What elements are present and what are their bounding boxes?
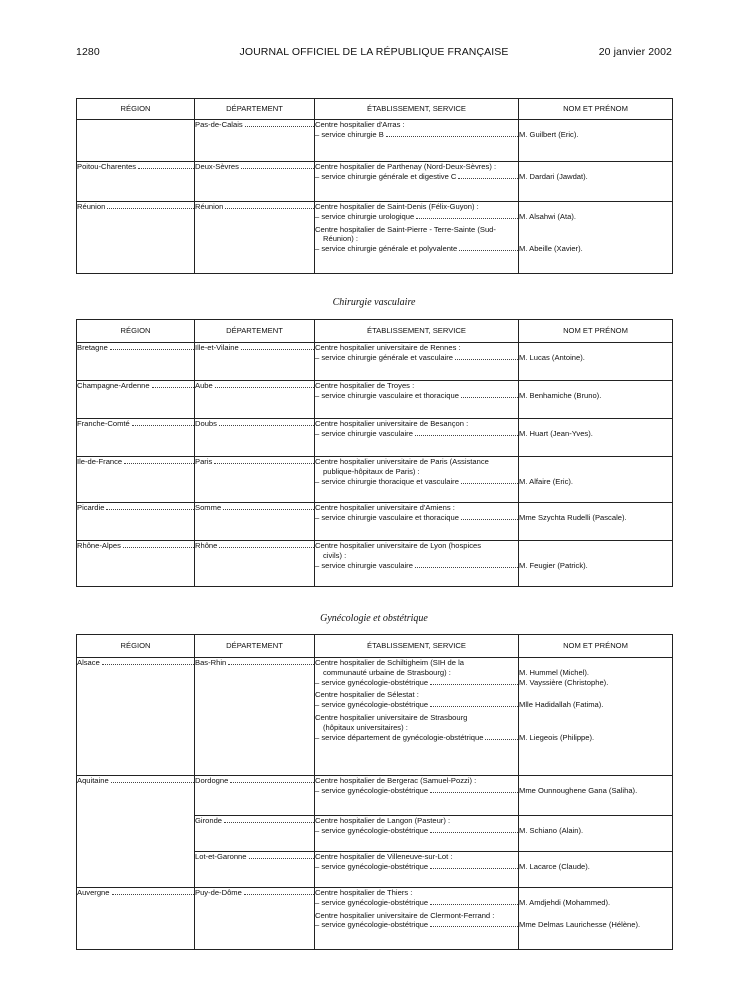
table-row [77,888,673,950]
table-row [77,120,673,162]
departement-label: Dordogne [195,776,229,785]
service-name: – service département de gynécologie-obstétrique [315,732,484,742]
table-chirurgie-vasculaire [76,319,673,587]
region-label: Champagne-Ardenne [77,381,150,390]
etablissement-cell [315,658,519,776]
departement-cell [195,816,315,852]
region-cell [77,658,195,776]
centre-name: Centre hospitalier d'Arras : [315,120,405,129]
leader-dots [430,920,518,927]
region [77,419,194,429]
leader-dots [230,776,314,783]
nom-block [519,816,672,836]
service-line [315,513,518,523]
leader-dots [102,658,194,665]
etablissement-block [315,816,518,836]
nom-cell [519,419,673,457]
etablissement-block [315,541,518,570]
region [77,503,194,513]
nom-cell [519,852,673,888]
centre-name: Centre hospitalier universitaire de Strasbourg [315,712,468,722]
departement-cell [195,658,315,776]
region [77,343,194,353]
leader-dots [152,381,194,388]
departement-label: Aube [195,381,213,390]
centre-name: Centre hospitalier universitaire de Besançon : [315,419,469,428]
nom-block [519,658,672,687]
region [77,541,194,551]
person-name: M. Hummel (Michel). [519,667,590,677]
etablissement-cell [315,457,519,503]
table-row [77,658,673,776]
table-row [77,381,673,419]
service-line [315,786,518,796]
nom-cell [519,658,673,776]
region-cell [77,419,195,457]
nom-block [519,911,672,931]
person-name: M. Feugier (Patrick). [519,560,588,570]
region [77,162,194,172]
nom-cell [519,457,673,503]
leader-dots [415,429,518,436]
centre-name: publique-hôpitaux de Paris) : [323,466,420,476]
departement-label: Pas-de-Calais [195,120,243,129]
etablissement-block [315,852,518,872]
nom-cell [519,816,673,852]
etablissement-cell [315,816,519,852]
departement-label: Deux-Sèvres [195,162,239,171]
nom-cell [519,503,673,541]
table-chirurgie-continued [76,98,673,274]
departement [195,541,314,551]
person-name: M. Guilbert (Eric). [519,129,579,139]
leader-dots [228,658,314,665]
service-line [315,212,518,222]
leader-dots [430,826,518,833]
service-name: – service gynécologie-obstétrique [315,897,429,907]
leader-dots [249,852,315,859]
centre-name: Centre hospitalier de Bergerac (Samuel-Pozzi) : [315,776,477,785]
person-name: M. Vayssière (Christophe). [519,677,609,687]
etablissement-cell [315,202,519,274]
col-header-nom: NOM ET PRÉNOM [519,99,673,120]
etablissement-block [315,202,518,222]
etablissement-block [315,381,518,401]
nom-block [519,690,672,710]
table-row [77,852,673,888]
centre-name: civils) : [323,550,347,560]
nom-block [519,457,672,486]
leader-dots [458,172,518,179]
region-cell [77,852,195,888]
centre-name: Centre hospitalier universitaire d'Amiens : [315,503,455,512]
person-name: M. Schiano (Alain). [519,825,584,835]
service-name: – service chirurgie vasculaire [315,560,413,570]
nom-cell [519,776,673,816]
nom-block [519,419,672,439]
person-name: Mme Delmas Laurichesse (Hélène). [519,920,641,930]
leader-dots [461,513,518,520]
region [77,888,194,898]
departement [195,503,314,513]
etablissement-cell [315,776,519,816]
departement-cell [195,541,315,587]
nom-block [519,541,672,570]
publication-date: 20 janvier 2002 [598,46,672,58]
departement-cell [195,419,315,457]
table-gynecologie-obstetrique [76,634,673,950]
leader-dots [386,130,518,137]
etablissement-block [315,690,518,710]
region [77,202,194,212]
nom-block [519,343,672,363]
region-cell [77,120,195,162]
service-line [315,561,518,571]
centre-name: Centre hospitalier de Saint-Pierre - Terre-Sainte (Sud- [315,224,496,234]
service-name: – service chirurgie vasculaire et thoracique [315,390,459,400]
page-header [76,46,672,60]
leader-dots [416,212,518,219]
person-name: M. Alsahwi (Ata). [519,211,576,221]
leader-dots [241,343,314,350]
journal-title: JOURNAL OFFICIEL DE LA RÉPUBLIQUE FRANÇAISE [239,46,509,58]
nom-block [519,225,672,254]
region-cell [77,888,195,950]
departement [195,457,314,467]
table-row [77,541,673,587]
leader-dots [106,503,194,510]
etablissement-cell [315,888,519,950]
region-cell [77,162,195,202]
etablissement-cell [315,120,519,162]
col-header-etablissement: ÉTABLISSEMENT, SERVICE [315,320,519,343]
col-header-region: RÉGION [77,320,195,343]
person-name: Mlle Hadidallah (Fatima). [519,700,604,710]
departement-label: Doubs [195,419,217,428]
leader-dots [241,162,314,169]
leader-dots [112,888,194,895]
region [77,381,194,391]
etablissement-block [315,911,518,931]
service-line [315,244,518,254]
col-header-region: RÉGION [77,99,195,120]
etablissement-block [315,658,518,687]
region-cell [77,776,195,816]
service-name: – service chirurgie thoracique et vasculaire [315,476,459,486]
etablissement-block [315,713,518,742]
service-name: – service gynécologie-obstétrique [315,677,429,687]
nom-cell [519,381,673,419]
leader-dots [461,391,518,398]
service-line [315,130,518,140]
service-name: – service gynécologie-obstétrique [315,920,429,930]
person-name: M. Lucas (Antoine). [519,352,585,362]
departement-cell [195,457,315,503]
centre-name: Centre hospitalier universitaire de Paris (Assistance [315,457,489,466]
nom-cell [519,343,673,381]
table-row [77,202,673,274]
centre-name: (hôpitaux universitaires) : [323,722,408,732]
service-line [315,172,518,182]
service-name: – service chirurgie B [315,129,384,139]
person-name: M. Liegeois (Philippe). [519,732,595,742]
etablissement-cell [315,381,519,419]
region-cell [77,541,195,587]
etablissement-block [315,457,518,486]
centre-name: Réunion) : [323,234,359,244]
leader-dots [224,816,314,823]
departement [195,658,314,668]
departement [195,202,314,212]
service-name: – service gynécologie-obstétrique [315,861,429,871]
departement [195,381,314,391]
departement-cell [195,776,315,816]
etablissement-cell [315,162,519,202]
col-header-departement: DÉPARTEMENT [195,635,315,658]
departement-cell [195,503,315,541]
etablissement-cell [315,503,519,541]
service-line [315,477,518,487]
service-line [315,700,518,710]
leader-dots [138,162,194,169]
nom-block [519,162,672,182]
leader-dots [430,678,518,685]
nom-block [519,202,672,222]
departement-cell [195,120,315,162]
service-line [315,826,518,836]
nom-cell [519,888,673,950]
col-header-nom: NOM ET PRÉNOM [519,635,673,658]
service-name: – service chirurgie vasculaire et thoracique [315,512,459,522]
region-label: Picardie [77,503,105,512]
etablissement-block [315,419,518,439]
person-name: M. Abeille (Xavier). [519,244,583,254]
leader-dots [107,202,194,209]
leader-dots [485,733,518,740]
centre-name: Centre hospitalier de Schiltigheim (SIH de la [315,658,464,667]
table-row [77,457,673,503]
service-line [315,353,518,363]
service-line [315,898,518,908]
departement-cell [195,888,315,950]
table-row [77,343,673,381]
person-name: Mme Szychta Rudelli (Pascale). [519,512,627,522]
departement-cell [195,343,315,381]
departement [195,419,314,429]
region-label: Aquitaine [77,776,109,785]
region-cell [77,457,195,503]
nom-block [519,120,672,140]
leader-dots [461,477,518,484]
service-name: – service chirurgie générale et polyvalente [315,244,458,254]
centre-name: Centre hospitalier universitaire de Rennes : [315,343,461,352]
departement [195,120,314,130]
departement-label: Rhône [195,541,218,550]
departement-label: Réunion [195,202,224,211]
leader-dots [225,202,314,209]
service-name: – service chirurgie générale et digestive C [315,171,457,181]
col-header-nom: NOM ET PRÉNOM [519,320,673,343]
nom-block [519,381,672,401]
nom-cell [519,120,673,162]
leader-dots [110,343,194,350]
region-cell [77,816,195,852]
region-label: Bretagne [77,343,108,352]
departement [195,888,314,898]
region-cell [77,503,195,541]
centre-name: Centre hospitalier de Troyes : [315,381,415,390]
leader-dots [123,541,194,548]
table-row [77,776,673,816]
centre-name: Centre hospitalier de Parthenay (Nord-Deux-Sèvres) : [315,162,497,171]
departement-label: Somme [195,503,222,512]
centre-name: Centre hospitalier universitaire de Clermont-Ferrand : [315,910,495,920]
nom-block [519,888,672,908]
service-line [315,429,518,439]
region-label: Franche-Comté [77,419,130,428]
leader-dots [124,457,194,464]
col-header-etablissement: ÉTABLISSEMENT, SERVICE [315,635,519,658]
centre-name: Centre hospitalier de Saint-Denis (Félix-Guyon) : [315,202,479,211]
etablissement-cell [315,343,519,381]
leader-dots [455,353,518,360]
person-name: M. Huart (Jean-Yves). [519,428,593,438]
departement-cell [195,162,315,202]
service-name: – service chirurgie générale et vasculaire [315,352,454,362]
region-cell [77,202,195,274]
leader-dots [430,786,518,793]
region-label: Alsace [77,658,100,667]
region-label: Ile-de-France [77,457,123,466]
centre-name: Centre hospitalier de Villeneuve-sur-Lot : [315,852,453,861]
departement [195,816,314,826]
region-cell [77,343,195,381]
service-name: – service chirurgie vasculaire [315,428,413,438]
nom-block [519,776,672,796]
col-header-departement: DÉPARTEMENT [195,99,315,120]
etablissement-block [315,162,518,182]
table-row [77,419,673,457]
leader-dots [111,776,194,783]
table-row [77,503,673,541]
table-row [77,162,673,202]
person-name: M. Benhamiche (Bruno). [519,390,602,400]
person-name: M. Alfaire (Eric). [519,476,574,486]
etablissement-block [315,225,518,254]
service-line [315,920,518,930]
person-name: M. Dardari (Jawdat). [519,171,588,181]
region [77,776,194,786]
nom-block [519,852,672,872]
etablissement-block [315,776,518,796]
centre-name: Centre hospitalier de Langon (Pasteur) : [315,816,451,825]
departement-label: Puy-de-Dôme [195,888,242,897]
centre-name: Centre hospitalier de Sélestat : [315,690,419,700]
leader-dots [430,898,518,905]
departement-cell [195,202,315,274]
person-name: Mme Ounnoughene Gana (Saliha). [519,785,638,795]
etablissement-cell [315,852,519,888]
nom-block [519,503,672,523]
region-cell [77,381,195,419]
leader-dots [430,700,518,707]
leader-dots [219,419,314,426]
departement [195,852,314,862]
region-label: Rhône-Alpes [77,541,121,550]
col-header-departement: DÉPARTEMENT [195,320,315,343]
nom-cell [519,202,673,274]
leader-dots [219,541,314,548]
page-number: 1280 [76,46,100,58]
section-title-gyneco: Gynécologie et obstétrique [320,613,428,624]
departement-label: Gironde [195,816,223,825]
service-name: – service gynécologie-obstétrique [315,785,429,795]
departement [195,776,314,786]
region [77,457,194,467]
leader-dots [223,503,314,510]
service-line [315,678,518,688]
col-header-etablissement: ÉTABLISSEMENT, SERVICE [315,99,519,120]
nom-cell [519,541,673,587]
centre-name: Centre hospitalier de Thiers : [315,888,413,897]
person-name: M. Amdjehdi (Mohammed). [519,897,611,907]
etablissement-block [315,120,518,140]
departement-cell [195,381,315,419]
service-line [315,733,518,743]
centre-name: communauté urbaine de Strasbourg) : [323,667,451,677]
departement-cell [195,852,315,888]
departement [195,343,314,353]
leader-dots [215,381,314,388]
service-name: – service gynécologie-obstétrique [315,825,429,835]
section-title-vascular: Chirurgie vasculaire [332,297,416,308]
departement-label: Bas-Rhin [195,658,227,667]
etablissement-cell [315,419,519,457]
leader-dots [132,419,194,426]
leader-dots [430,862,518,869]
region-label: Poitou-Charentes [77,162,137,171]
leader-dots [415,561,518,568]
col-header-region: RÉGION [77,635,195,658]
etablissement-block [315,343,518,363]
leader-dots [459,244,518,251]
leader-dots [244,888,314,895]
centre-name: Centre hospitalier universitaire de Lyon (hospices [315,541,482,550]
service-line [315,391,518,401]
service-line [315,862,518,872]
nom-block [519,713,672,742]
nom-cell [519,162,673,202]
region [77,658,194,668]
etablissement-block [315,888,518,908]
leader-dots [245,120,314,127]
departement-label: Lot-et-Garonne [195,852,247,861]
departement-label: Ille-et-Vilaine [195,343,239,352]
leader-dots [214,457,314,464]
departement [195,162,314,172]
person-name: M. Lacarce (Claude). [519,861,590,871]
region-label: Réunion [77,202,106,211]
etablissement-block [315,503,518,523]
service-name: – service gynécologie-obstétrique [315,700,429,710]
region-label: Auvergne [77,888,110,897]
etablissement-cell [315,541,519,587]
table-row [77,816,673,852]
service-name: – service chirurgie urologique [315,211,415,221]
departement-label: Paris [195,457,213,466]
